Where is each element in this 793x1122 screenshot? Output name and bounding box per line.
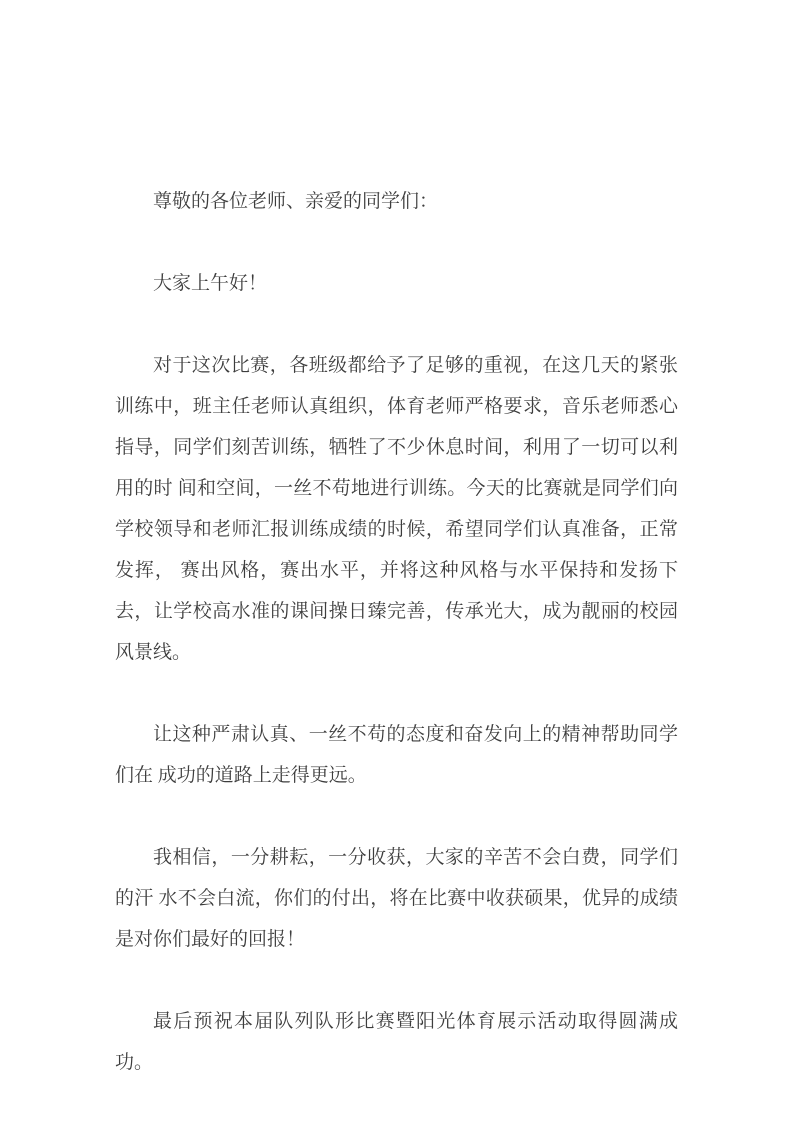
body-paragraph-2: 让这种严肃认真、一丝不苟的态度和奋发向上的精神帮助同学们在 成功的道路上走得更远。 (115, 724, 678, 786)
body-paragraph-1: 对于这次比赛，各班级都给予了足够的重视，在这几天的紧张训练中，班主任老师认真组织，体育老师严格要求，音乐老师悉心指导，同学们刻苦训练，牺牲了不少休息时间，利用了一切可以利用的时 间和空间，一丝不苟地进行训练。今天的比赛就是同学们向学校领导和老师汇报训练成绩的时候，希望同学们认真准备，正常发挥， 赛出风格，赛出水平，并将这种风格与水平保持和发扬下去，让学校高水准的课间操日臻完善，传承光大，成为靓丽的校园风景线。 (115, 355, 678, 663)
salutation-line: 尊敬的各位老师、亲爱的同学们： (153, 191, 439, 212)
body-paragraph-3: 我相信，一分耕耘，一分收获，大家的辛苦不会白费，同学们的汗 水不会白流，你们的付出，将在比赛中收获硕果，优异的成绩是对你们最好的回报！ (115, 847, 678, 950)
greeting-line: 大家上午好！ (153, 273, 268, 294)
closing-paragraph: 最后预祝本届队列队形比赛暨阳光体育展示活动取得圆满成功。 (115, 1011, 678, 1073)
